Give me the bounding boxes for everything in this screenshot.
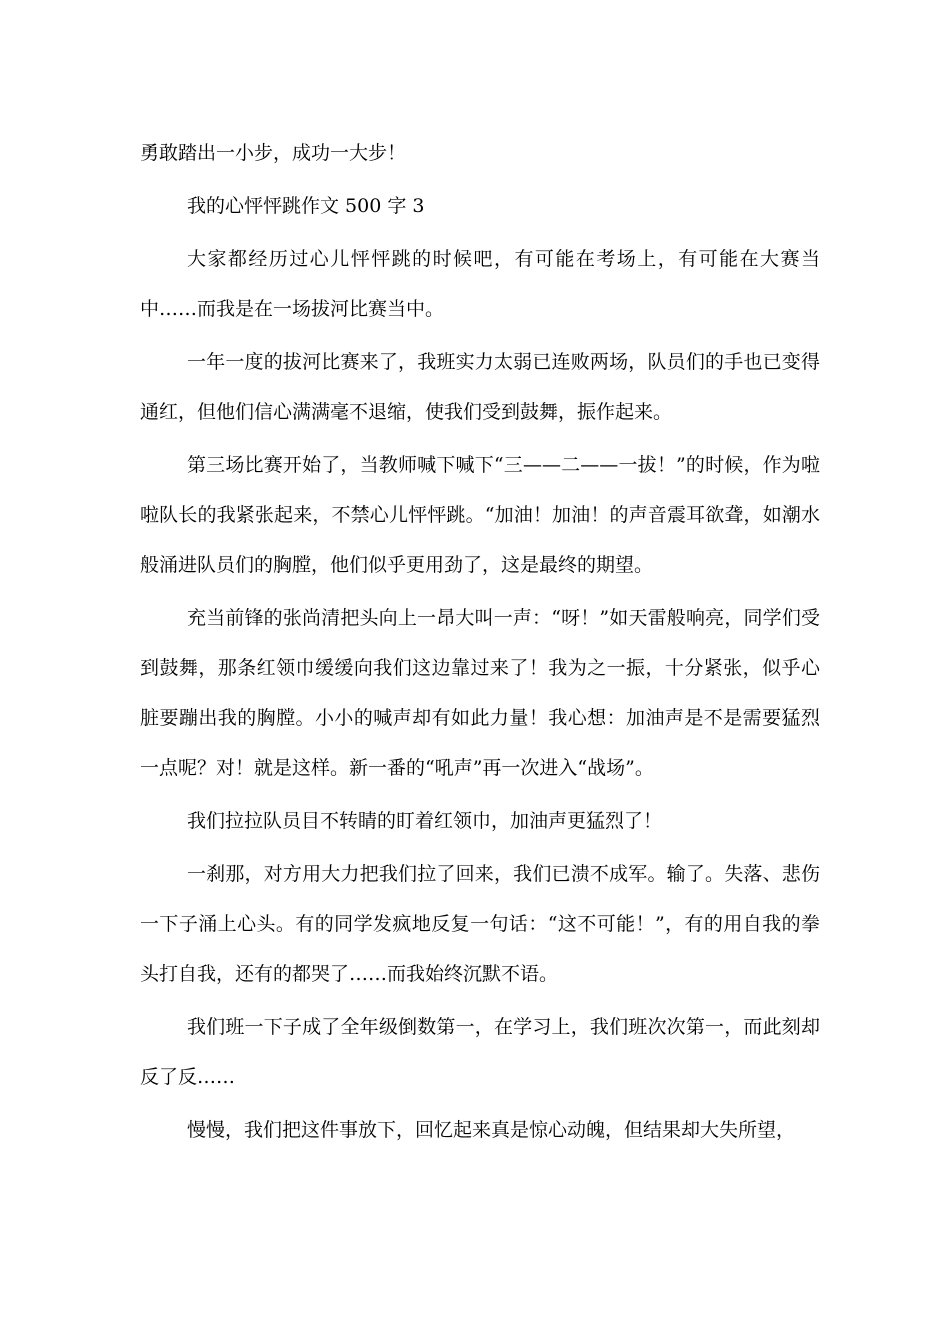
paragraph-9: 我们班一下子成了全年级倒数第一，在学习上，我们班次次第一，而此刻却反了反…… bbox=[140, 1016, 820, 1088]
paragraph-8: 一刹那，对方用大力把我们拉了回来，我们已溃不成军。输了。失落、悲伤一下子涌上心头。有的同学发疯地反复一句话：“这不可能！”，有的用自我的拳头打自我，还有的都哭了……而我始终沉默不语。 bbox=[140, 863, 820, 985]
document-body bbox=[140, 128, 820, 1158]
paragraph-7: 我们拉拉队员目不转睛的盯着红领巾，加油声更猛烈了！ bbox=[187, 810, 663, 832]
essay-title: 我的心怦怦跳作文 500 字 3 bbox=[187, 195, 425, 217]
paragraph-3: 大家都经历过心儿怦怦跳的时候吧，有可能在考场上，有可能在大赛当中……而我是在一场拔河比赛当中。 bbox=[140, 248, 820, 320]
paragraph-1: 勇敢踏出一小步，成功一大步！ bbox=[140, 142, 407, 164]
paragraph-6: 充当前锋的张尚清把头向上一昂大叫一声：“呀！”如天雷般响亮，同学们受到鼓舞，那条红领巾缓缓向我们这边靠过来了！我为之一振，十分紧张，似乎心脏要蹦出我的胸膛。小小的喊声却有如此力量！我心想：加油声是不是需要猛烈一点呢？对！就是这样。新一番的“吼声”再一次进入“战场”。 bbox=[140, 607, 820, 779]
paragraph-10: 慢慢，我们把这件事放下，回忆起来真是惊心动魄，但结果却大失所望， bbox=[187, 1119, 796, 1141]
paragraph-4: 一年一度的拔河比赛来了，我班实力太弱已连败两场，队员们的手也已变得通红，但他们信心满满毫不退缩，使我们受到鼓舞，振作起来。 bbox=[140, 351, 820, 423]
paragraph-5: 第三场比赛开始了，当教师喊下喊下“三——二——一拔！”的时候，作为啦啦队长的我紧张起来，不禁心儿怦怦跳。“加油！加油！的声音震耳欲聋，如潮水般涌进队员们的胸膛，他们似乎更用劲了，这是最终的期望。 bbox=[140, 454, 820, 576]
